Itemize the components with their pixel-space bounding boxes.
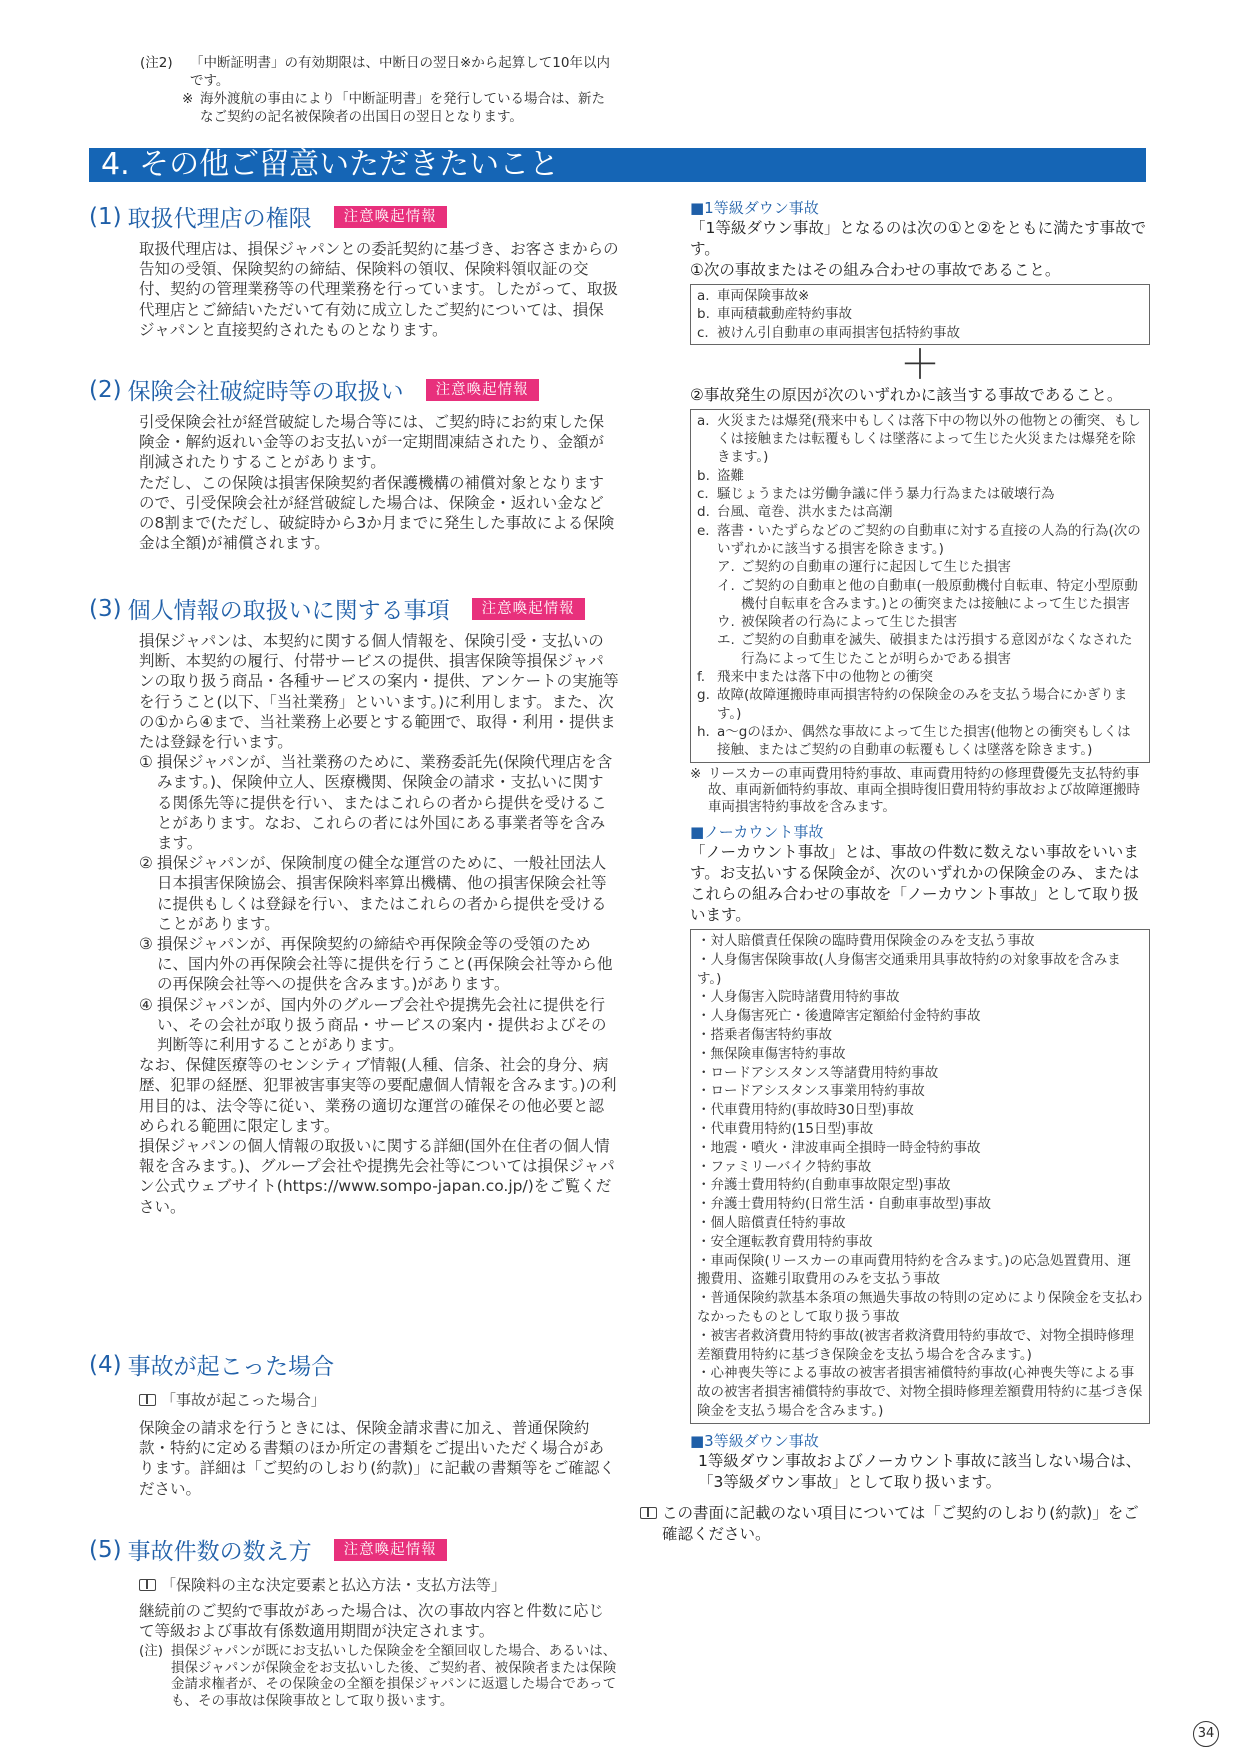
section-1-body: 取扱代理店は、損保ジャパンとの委託契約に基づき、お客さまからの告知の受領、保険契約の締結、保険料の領収、保険料領収証の交付、契約の管理業務等の代理業務を行っています。したがって、取扱代理店とご締結いただいて有効に成立したご契約については、損保ジャパンと直接契約されたものとなります。: [139, 240, 619, 339]
list-item: b. 車両積載動産特約事故: [697, 306, 852, 323]
list-item: ・ファミリーバイク特約事故: [697, 1158, 872, 1175]
list-item: イ. ご契約の自動車と他の自動車(一般原動機付自転車、特定小型原動機付自転車を含みます。)との衝突または接触によって生じた損害: [717, 577, 1138, 612]
list-item: ・人身傷害死亡・後遺障害定額給付金特約事故: [697, 1008, 981, 1025]
d1-heading: ■1等級ダウン事故: [690, 199, 819, 217]
list-item: d. 台風、竜巻、洪水または高潮: [697, 504, 893, 521]
list-item: e. 落書・いたずらなどのご契約の自動車に対する直接の人為的行為(次のいずれかに該当する損害を除きます。): [697, 522, 1141, 557]
section-4-heading: [89, 1348, 619, 1381]
section-banner: 4. その他ご留意いただきたいこと: [89, 148, 1146, 182]
list-item: f. 飛来中または落下中の他物との衝突: [697, 669, 933, 686]
section-1-num: (1): [89, 203, 122, 230]
section-5-num: (5): [89, 1536, 122, 1563]
list-item: ・ロードアシスタンス等諸費用特約事故: [697, 1064, 939, 1081]
list-item: c. 被けん引自動車の車両損害包括特約事故: [697, 324, 960, 341]
section-3-after-2: 損保ジャパンの個人情報の取扱いに関する詳細(国外在住者の個人情報を含みます。)、グループ会社や提携先会社等については損保ジャパン公式ウェブサイト(https://www.sompo-japan.co.jp/)をご覧ください。: [139, 1137, 615, 1216]
section-3-title: 個人情報の取扱いに関する事項: [127, 598, 450, 624]
list-item: ① 損保ジャパンが、当社業務のために、業務委託先(保険代理店を含みます。)、保険仲立人、医療機関、保険金の請求・支払いに関する関係先等に提供を行い、またはこれらの者から提供を受けることがあります。なお、これらの者には外国にある事業者等を含みます。: [139, 753, 613, 853]
list-item: ・無保険車傷害特約事故: [697, 1045, 846, 1062]
caution-badge: 注意喚起情報: [334, 1539, 447, 1561]
section-3-list: [139, 752, 619, 1055]
top-note-text: 「中断証明書」の有効期限は、中断日の翌日※から起算して10年以内です。: [190, 55, 610, 89]
list-item: ③ 損保ジャパンが、再保険契約の締結や再保険金等の受領のために、国内外の再保険会社等に提供を行うこと(再保険会社等から他の再保険会社等への提供を含みます。)があります。: [139, 935, 613, 994]
list-item: ・弁護士費用特約(日常生活・自動車事故型)事故: [697, 1196, 992, 1213]
nc-heading: ■ノーカウント事故: [690, 823, 824, 842]
section-5: [89, 1533, 619, 1709]
list-item: ウ. 被保険者の行為によって生じた損害: [717, 614, 957, 631]
caution-badge: 注意喚起情報: [472, 598, 585, 620]
list-item: b. 盗難: [697, 467, 744, 484]
list-item: ・ロードアシスタンス事業用特約事故: [697, 1083, 925, 1100]
section-5-body: 継続前のご契約で事故があった場合は、次の事故内容と件数に応じて等級および事故有係数適用期間が決定されます。: [139, 1602, 604, 1641]
list-item: ・地震・噴火・津波車両全損時一時金特約事故: [697, 1139, 981, 1156]
section-4: [89, 1348, 619, 1499]
list-item: a. 火災または爆発(飛来中もしくは落下中の物以外の他物との衝突、もしくは接触または転覆もしくは墜落によって生じた火災または爆発を除きます。): [697, 412, 1141, 466]
list-item: h. a～gのほか、偶然な事故によって生じた損害(他物との衝突もしくは接触、またはご契約の自動車の転覆もしくは墜落を除きます。): [697, 723, 1131, 759]
list-item: ・搭乗者傷害特約事故: [697, 1027, 832, 1044]
list-item: g. 故障(故障運搬時車両損害特約の保険金のみを支払う場合にかぎります。): [697, 687, 1128, 722]
top-note-sub-text: 海外渡航の事由により「中断証明書」を発行している場合は、新たなご契約の記名被保険者の出国日の翌日となります。: [200, 91, 605, 125]
list-item: ・被害者救済費用特約事故(被害者救済費用特約事故で、対物全損時修理差額費用特約に基づき保険金を支払う場合を含みます。): [697, 1327, 1134, 1363]
list-item: ④ 損保ジャパンが、国内外のグループ会社や提携先会社に提供を行い、その会社が取り扱う商品・サービスの案内・提供およびその判断等に利用することがあります。: [139, 995, 607, 1055]
right-column: [662, 197, 1150, 1545]
section-5-title: 事故件数の数え方: [127, 1539, 312, 1565]
list-item: ・弁護士費用特約(自動車事故限定型)事故: [697, 1177, 951, 1194]
list-item: ・人身傷害入院時諸費用特約事故: [697, 989, 900, 1006]
top-note: [140, 54, 610, 126]
section-3-intro: 損保ジャパンは、本契約に関する個人情報を、保険引受・支払いの判断、本契約の履行、付帯サービスの提供、損害保険等損保ジャパンの取り扱う商品・各種サービスの案内・提供、アンケートの実施等を行うこと(以下、「当社業務」といいます。)に利用します。また、次の①から④まで、当社業務上必要とする範囲で、取得・利用・提供または登録を行います。: [139, 632, 619, 752]
list-item: ② 損保ジャパンが、保険制度の健全な運営のために、一般社団法人日本損害保険協会、損害保険料率算出機構、他の損害保険会社等に提供もしくは登録を行い、またはこれらの者から提供を受けることがあります。: [139, 854, 607, 933]
list-item: ・心神喪失等による事故の被害者損害補償特約事故(心神喪失等による事故の被害者損害補償特約事故で、対物全損時修理差額費用特約に基づき保険金を支払う場合を含みます。): [697, 1365, 1143, 1419]
list-item: ・代車費用特約(15日型)事故: [697, 1121, 874, 1137]
section-1: [89, 200, 619, 340]
section-2-title: 保険会社破綻時等の取扱い: [127, 379, 404, 405]
section-1-heading: [89, 200, 619, 233]
d3-heading: ■3等級ダウン事故: [690, 1431, 819, 1450]
nc-intro: 「ノーカウント事故」とは、事故の件数に数えない事故をいいます。お支払いする保険金が、次のいずれかの保険金のみ、またはこれらの組み合わせの事故を「ノーカウント事故」として取り扱います。: [690, 843, 1140, 925]
section-4-num: (4): [89, 1351, 122, 1378]
section-4-title: 事故が起こった場合: [127, 1354, 335, 1380]
list-item: ア. ご契約の自動車の運行に起因して生じた損害: [717, 559, 1011, 576]
list-item: c. 騒じょうまたは労働争議に伴う暴力行為または破壊行為: [697, 486, 1055, 503]
book-icon: [139, 1579, 156, 1591]
list-item: ・対人賠償責任保険の臨時費用保険金のみを支払う事故: [697, 933, 1035, 950]
caution-badge: 注意喚起情報: [334, 206, 447, 228]
section-5-heading: [89, 1533, 619, 1566]
list-item: エ. ご契約の自動車を滅失、破損または汚損する意図がなくなされた行為によって生じたことが明らかである損害: [717, 632, 1133, 667]
list-item: ・車両保険(リースカーの車両費用特約を含みます。)の応急処置費用、運搬費用、盗難引取費用のみを支払う事故: [697, 1252, 1132, 1288]
section-2: [89, 373, 619, 553]
d1-box-1: [690, 284, 1150, 345]
section-2-heading: [89, 373, 619, 406]
section-3: [89, 592, 619, 1217]
d1-cond1: ①次の事故またはその組み合わせの事故であること。: [690, 261, 1061, 279]
section-5-note: (注) 損保ジャパンが既にお支払いした保険金を全額回収した場合、あるいは、損保ジャパンが保険金をお支払いした後、ご契約者、被保険者または保険金請求権者が、その保険金の全額を損保ジャパンに返還した場合であっても、その事故は保険事故として取り扱います。: [139, 1643, 617, 1709]
section-1-title: 取扱代理店の権限: [127, 206, 312, 232]
book-icon: [139, 1394, 156, 1406]
caution-badge: 注意喚起情報: [426, 379, 539, 401]
list-item: ・安全運転教育費用特約事故: [697, 1233, 873, 1250]
top-note-label: (注2): [140, 55, 173, 71]
list-item: a. 車両保険事故※: [697, 288, 810, 304]
d1-cond2: ②事故発生の原因が次のいずれかに該当する事故であること。: [690, 385, 1123, 404]
section-3-after-1: なお、保健医療等のセンシティブ情報(人種、信条、社会的身分、病歴、犯罪の経歴、犯罪被害事実等の要配慮個人情報を含みます。)の利用目的は、法令等に従い、業務の適切な運営の確保その他必要と認められる範囲に限定します。: [139, 1056, 617, 1135]
final-ref: この書面に記載のない項目については「ご契約のしおり(約款)」をご確認ください。: [640, 1503, 1150, 1545]
section-3-heading: [89, 592, 619, 625]
list-item: ・人身傷害保険事故(人身傷害交通乗用具事故特約の対象事故を含みます。): [697, 951, 1121, 987]
section-3-num: (3): [89, 595, 122, 622]
nc-box: [690, 929, 1150, 1424]
list-item: ・代車費用特約(事故時30日型)事故: [697, 1102, 914, 1119]
d1-intro: 「1等級ダウン事故」となるのは次の①と②をともに満たす事故です。: [690, 219, 1147, 258]
plus-sign: ＋: [900, 341, 940, 388]
list-item: ・個人賠償責任特約事故: [697, 1214, 846, 1231]
section-2-body-1: 引受保険会社が経営破綻した場合等には、ご契約時にお約束した保険金・解約返れい金等のお支払いが一定期間凍結されたり、金額が削減されたりすることがあります。: [139, 413, 605, 472]
section-4-ref: 「事故が起こった場合」: [139, 1389, 619, 1410]
top-note-sub-mark: ※: [182, 91, 194, 107]
d1-note: ※ リースカーの車両費用特約事故、車両費用特約の修理費優先支払特約事故、車両新価特約事故、車両全損時復旧費用特約事故および故障運搬時車両損害特約事故を含みます。: [690, 765, 1140, 815]
section-2-num: (2): [89, 376, 122, 403]
page-number: 34: [1193, 1721, 1219, 1747]
section-5-ref: 「保険料の主な決定要素と払込方法・支払方法等」: [139, 1574, 619, 1595]
d3-body: 1等級ダウン事故およびノーカウント事故に該当しない場合は、「3等級ダウン事故」として取り扱います。: [698, 1451, 1142, 1491]
list-item: ・普通保険約款基本条項の無過失事故の特則の定めにより保険金を支払わなかったものとして取り扱う事故: [697, 1290, 1143, 1325]
d1-box-2: [690, 409, 1150, 763]
section-2-body-2: ただし、この保険は損害保険契約者保護機構の補償対象となりますので、引受保険会社が経営破綻した場合は、保険金・返れい金などの8割まで(ただし、破綻時から3か月までに発生した事故による保険金は全額)が補償されます。: [139, 473, 615, 553]
book-icon: [640, 1507, 657, 1519]
section-4-body: 保険金の請求を行うときには、保険金請求書に加え、普通保険約款・特約に定める書類のほか所定の書類をご提出いただく場合があります。詳細は「ご契約のしおり(約款)」に記載の書類等をご確認ください。: [139, 1419, 615, 1498]
